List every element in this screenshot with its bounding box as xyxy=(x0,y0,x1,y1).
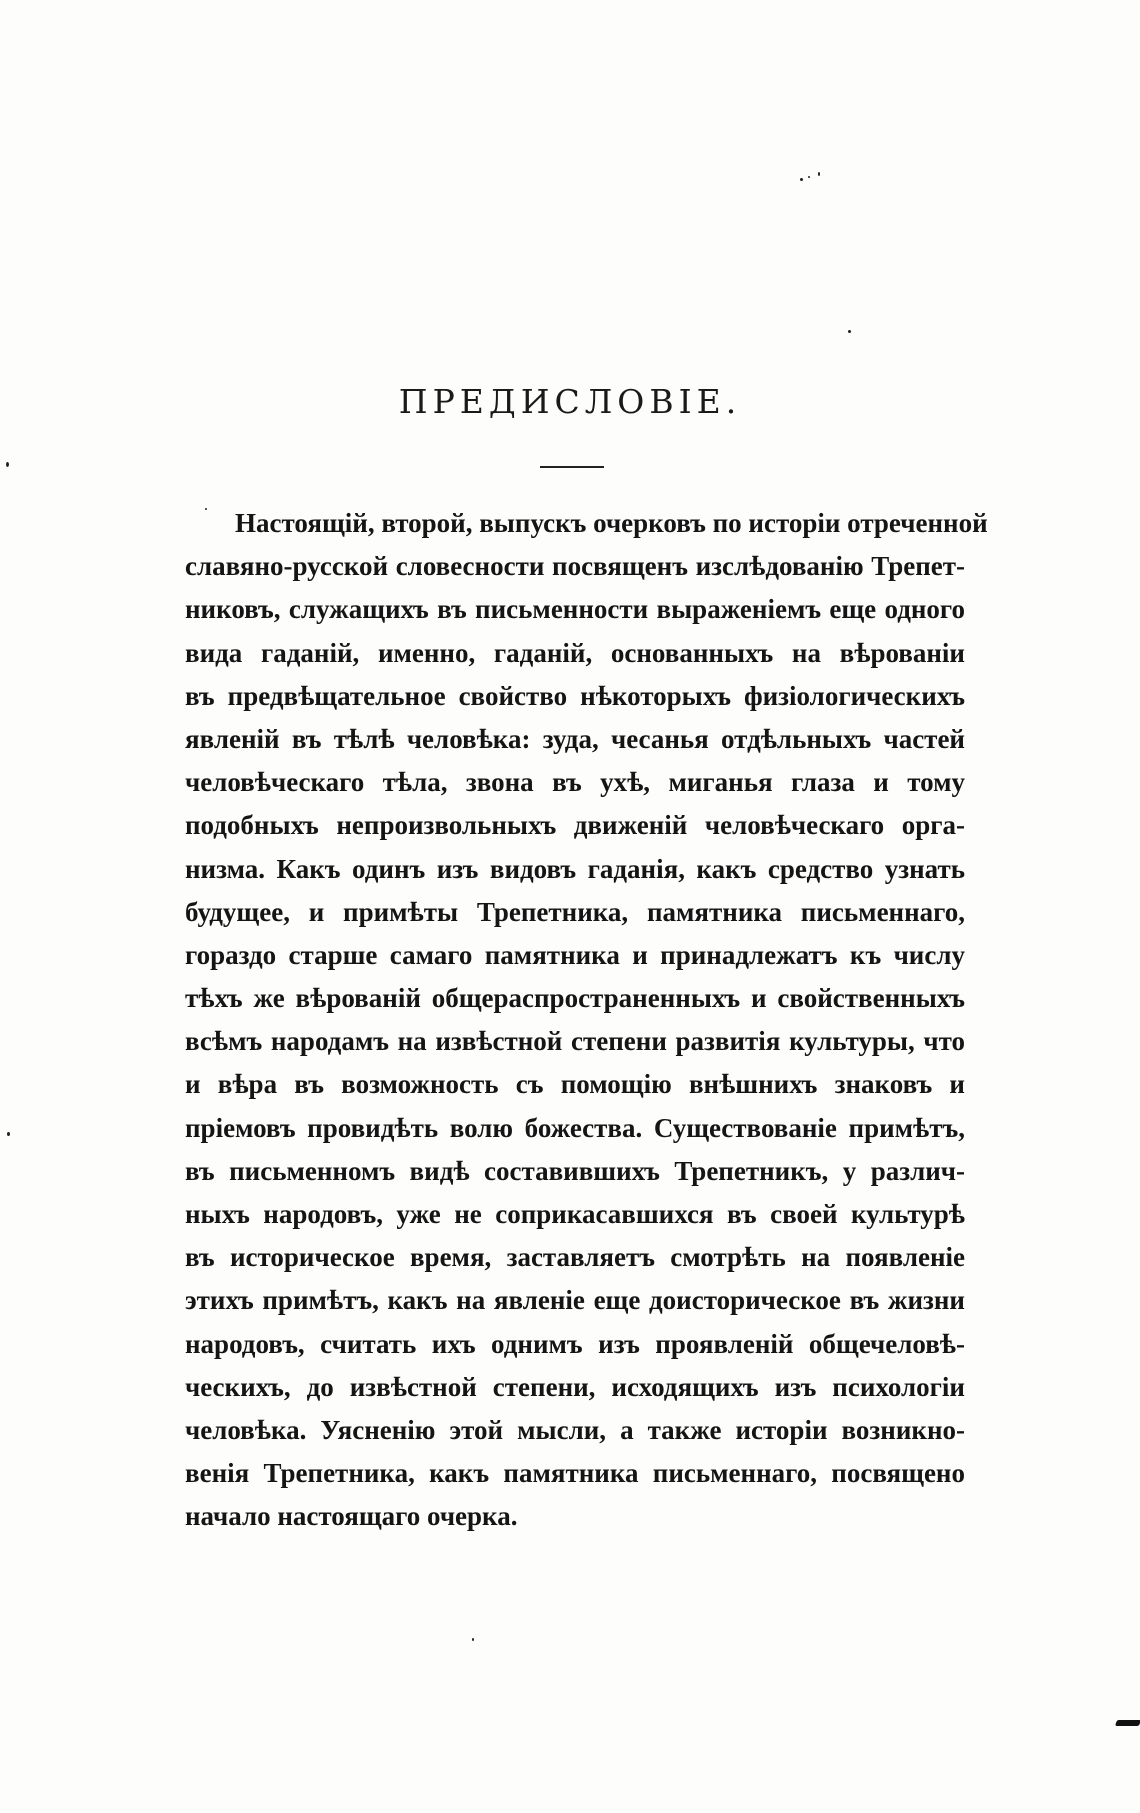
page-heading: ПРЕДИСЛОВІЕ. xyxy=(398,382,742,421)
text-line: гораздо старше самаго памятника и принадлежатъ къ числу xyxy=(185,939,965,970)
text-line: венія Трепетника, какъ памятника письменнаго, посвящено xyxy=(185,1458,965,1489)
scan-speck xyxy=(6,462,9,467)
text-line: ныхъ народовъ, уже не соприкасавшихся въ своей культурѣ xyxy=(185,1199,965,1229)
text-line: въ письменномъ видѣ составившихъ Трепетникъ, у различ- xyxy=(185,1155,965,1186)
scan-speck xyxy=(848,330,851,333)
text-line: низма. Какъ одинъ изъ видовъ гаданія, какъ средство узнать xyxy=(185,853,965,884)
text-line: и вѣра въ возможность съ помощію внѣшнихъ знаковъ и xyxy=(185,1069,965,1100)
text-line: явленій въ тѣлѣ человѣка: зуда, чесанья отдѣльныхъ частей xyxy=(185,723,965,754)
scan-speck xyxy=(205,508,207,510)
text-line: пріемовъ провидѣть волю божества. Существованіе примѣтъ, xyxy=(185,1112,965,1143)
text-line: тѣхъ же вѣрованій общераспространенныхъ и свойственныхъ xyxy=(185,983,965,1014)
text-line: Настоящій, второй, выпускъ очерковъ по исторіи отреченной xyxy=(235,508,988,538)
text-line: въ историческое время, заставляетъ смотрѣть на появленіе xyxy=(185,1242,965,1273)
text-line: всѣмъ народамъ на извѣстной степени развитія культуры, что xyxy=(185,1026,965,1057)
scan-speck xyxy=(7,1132,10,1136)
text-line: никовъ, служащихъ въ письменности выраженіемъ еще одного xyxy=(185,594,965,625)
scan-speck xyxy=(800,178,803,181)
text-line: человѣческаго тѣла, звона въ ухѣ, миганья глаза и тому xyxy=(185,767,965,798)
text-line: вида гаданій, именно, гаданій, основанныхъ на вѣрованіи xyxy=(185,637,965,668)
text-line: этихъ примѣтъ, какъ на явленіе еще доисторическое въ жизни xyxy=(185,1285,965,1316)
scan-speck xyxy=(808,176,810,178)
text-line: будущее, и примѣты Трепетника, памятника письменнаго, xyxy=(185,896,965,927)
heading-divider xyxy=(540,466,604,468)
text-line: подобныхъ непроизвольныхъ движеній человѣческаго орга- xyxy=(185,810,965,841)
scan-speck xyxy=(818,172,820,176)
text-line: человѣка. Уясненію этой мысли, а также исторіи возникно- xyxy=(185,1414,965,1445)
text-line: народовъ, считать ихъ однимъ изъ проявленій общечеловѣ- xyxy=(185,1328,965,1359)
scan-mark xyxy=(1115,1720,1140,1726)
text-line: начало настоящаго очерка. xyxy=(185,1501,518,1532)
preface-paragraph xyxy=(185,502,988,1539)
text-line: ческихъ, до извѣстной степени, исходящихъ изъ психологіи xyxy=(185,1371,965,1402)
text-line: славяно-русской словесности посвященъ изслѣдованію Трепет- xyxy=(185,551,965,582)
scan-speck xyxy=(472,1638,474,1641)
text-line: въ предвѣщательное свойство нѣкоторыхъ физіологическихъ xyxy=(185,680,965,711)
